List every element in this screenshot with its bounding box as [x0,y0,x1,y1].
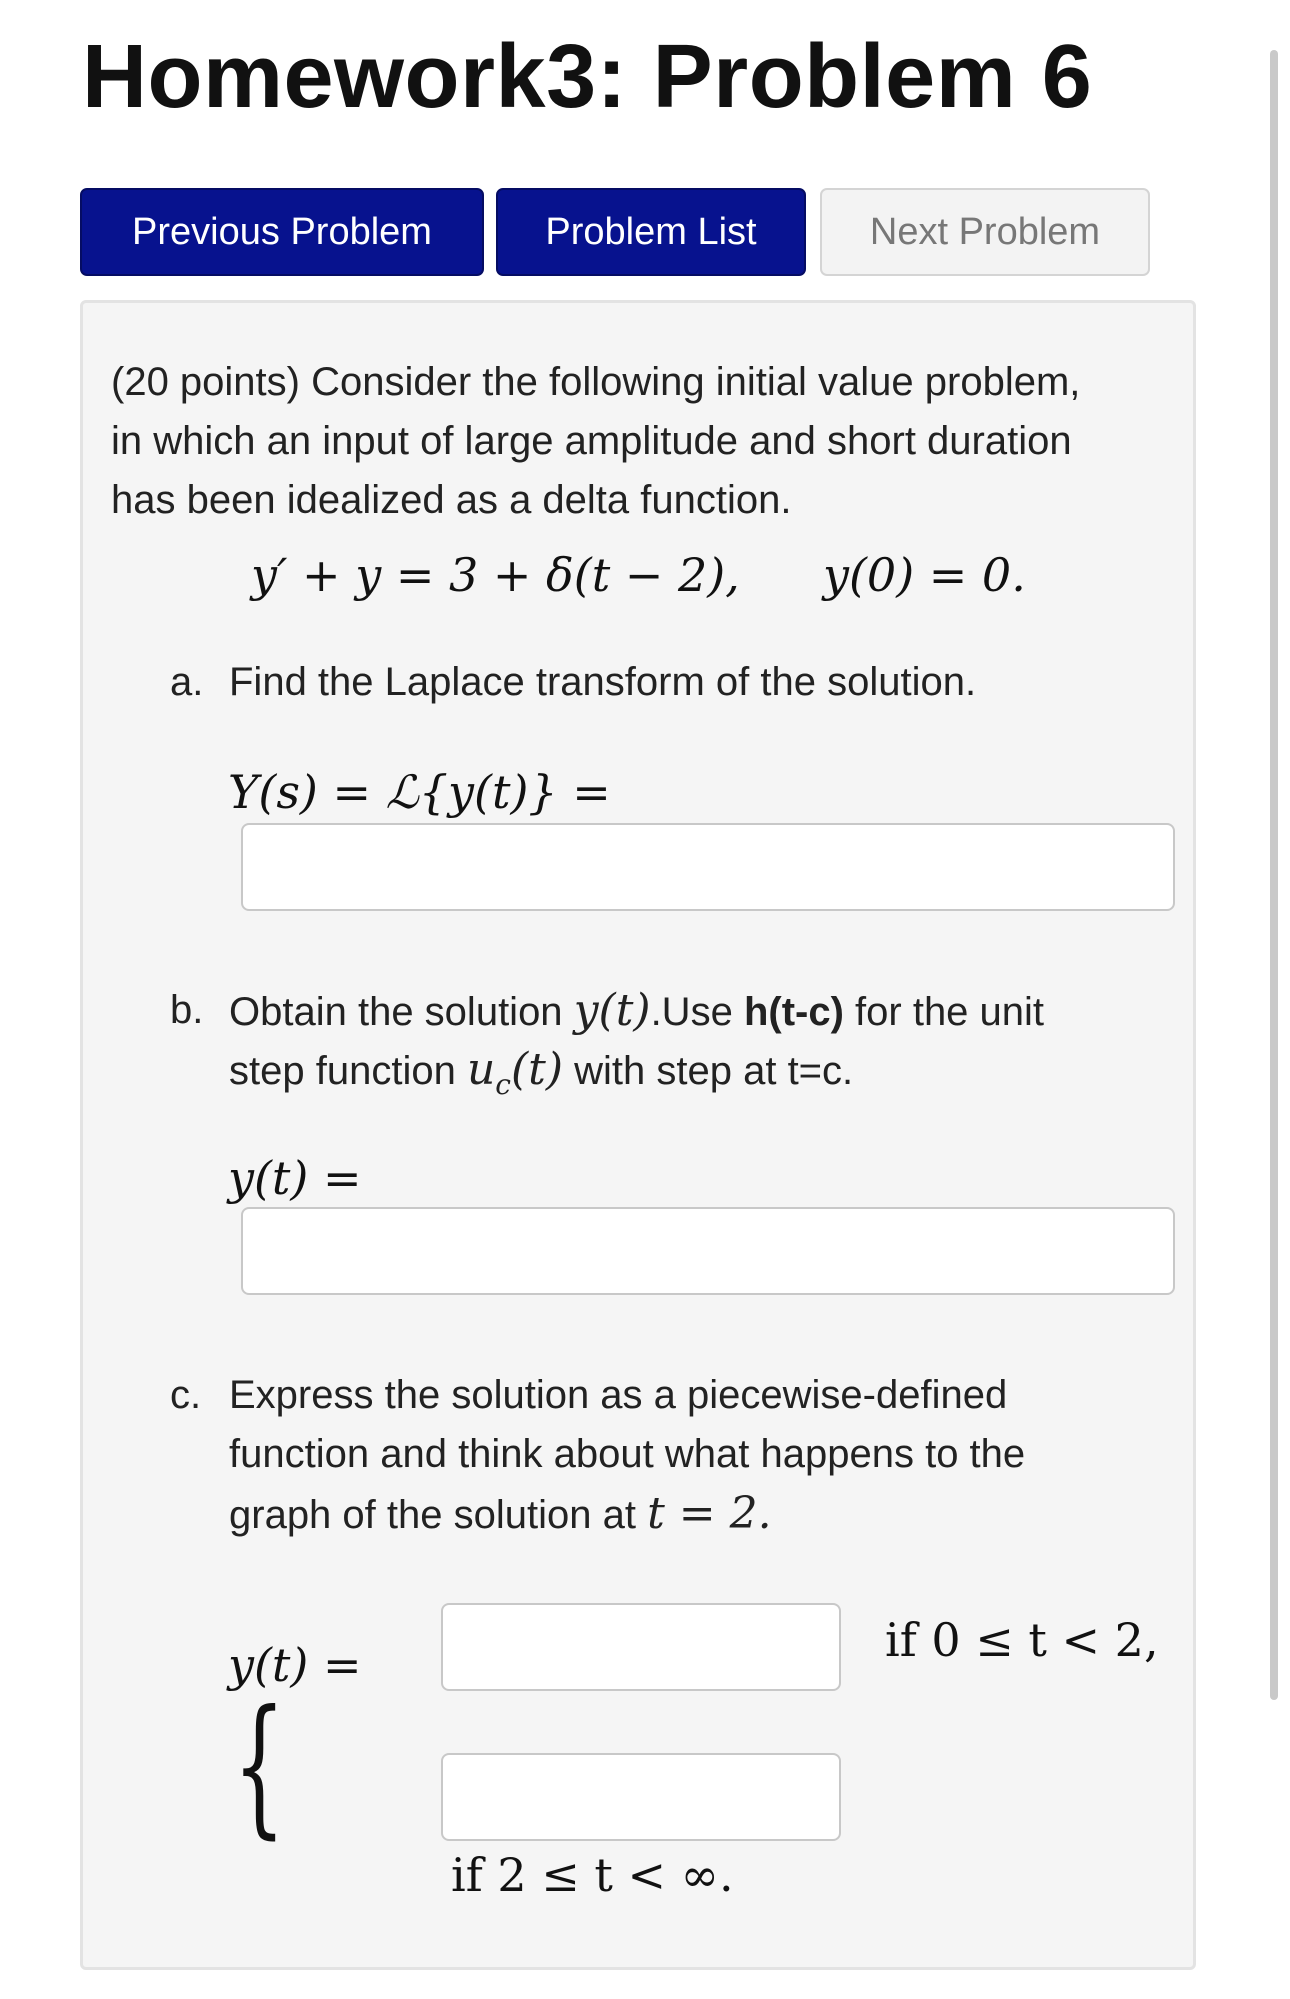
differential-equation: y′ + y = 3 + δ(t − 2), [251,548,740,602]
part-b-text-1: Obtain the solution [229,990,563,1034]
part-b-text-3: for the unit [855,990,1045,1034]
part-b-math-sub: c [495,1067,511,1101]
part-a-answer-label: Y(s) = ℒ{y(t)} = [228,765,611,819]
part-b-math-yt: y(t) [573,985,651,1036]
part-b-line-1 [229,981,1044,1042]
part-b-math-uc [466,1044,563,1101]
solution-input[interactable] [241,1207,1175,1295]
part-c-line-3-math: t = 2. [647,1488,772,1539]
part-b-text-5: with step at t=c. [574,1049,854,1093]
scrollbar[interactable] [1270,50,1278,1700]
part-a-marker: a. [170,660,204,704]
part-b-text-4: step function [229,1049,456,1093]
laplace-transform-input[interactable] [241,823,1175,911]
intro-line-1: (20 points) Consider the following initial value problem, [111,360,1081,404]
part-c-line-2: function and think about what happens to the [229,1432,1026,1476]
part-b-math-u: u [466,1044,496,1095]
part-a-text: Find the Laplace transform of the solution. [229,660,977,704]
problem-list-button[interactable]: Problem List [496,188,806,276]
part-b-math-tail: (t) [510,1044,563,1095]
part-c-marker: c. [170,1373,202,1417]
piecewise-value-2-input[interactable] [441,1753,841,1841]
part-b-bold-hint: h(t-c) [743,990,844,1034]
intro-line-2: in which an input of large amplitude and short duration [111,419,1072,463]
next-problem-button[interactable]: Next Problem [820,188,1150,276]
piecewise-brace: { [233,1679,286,1853]
piecewise-value-1-input[interactable] [441,1603,841,1691]
part-b-line-2 [229,1040,853,1114]
problem-panel [80,300,1196,1970]
part-c-line-3 [229,1484,772,1545]
part-c-answer-label: y(t) = [228,1638,362,1692]
piecewise-condition-1: if 0 ≤ t < 2, [885,1613,1159,1667]
part-b-text-2: .Use [650,990,733,1034]
initial-condition: y(0) = 0. [823,548,1026,602]
part-c-line-1: Express the solution as a piecewise-defined [229,1373,1008,1417]
part-b-answer-label: y(t) = [228,1151,362,1205]
previous-problem-button[interactable]: Previous Problem [80,188,484,276]
page-title: Homework3: Problem 6 [82,27,1093,127]
part-b-marker: b. [170,988,204,1032]
piecewise-condition-2: if 2 ≤ t < ∞. [451,1848,734,1902]
part-c-line-3-text: graph of the solution at [229,1493,636,1537]
intro-line-3: has been idealized as a delta function. [111,478,792,522]
